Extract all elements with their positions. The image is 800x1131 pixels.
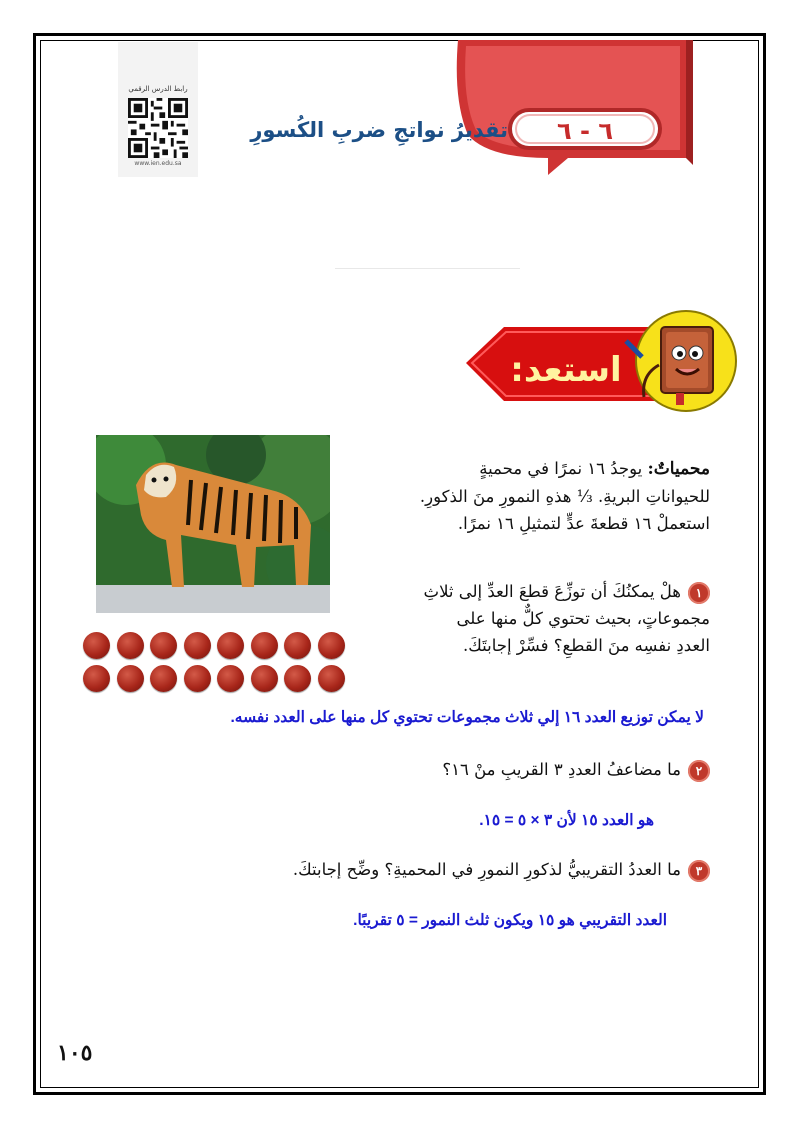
qr-url: www.ien.edu.sa (134, 160, 182, 167)
counter-chip (83, 665, 110, 692)
counter-chip (217, 632, 244, 659)
lesson-ribbon (448, 40, 693, 175)
counter-chip (184, 665, 211, 692)
counter-chip (83, 632, 110, 659)
question-2-text: ما مضاعفُ العددِ ٣ القريبِ منْ ١٦؟ (442, 760, 681, 779)
book-mascot-icon (626, 311, 736, 411)
question-1-line1: هلْ يمكنُكَ أن توزِّعَ قطعَ العدِّ إلى ثلاثِ (423, 582, 681, 601)
counters-grid (80, 630, 350, 692)
counter-chip (150, 632, 177, 659)
intro-line2: للحيواناتِ البريةِ. ⅓ هذهِ النمورِ منَ الذكورِ. (419, 487, 710, 506)
answer-3: العدد التقريبي هو ١٥ ويكون ثلث النمور = ٥ تقريبًا. (353, 912, 667, 929)
qr-code-icon[interactable] (128, 98, 188, 158)
answer-1: لا يمكن توزيع العدد ١٦ إلي ثلاث مجموعات تحتوي كل منها على العدد نفسه. (230, 709, 704, 726)
intro-paragraph (390, 455, 710, 537)
counter-chip (117, 665, 144, 692)
intro-keyword: محمياتٌ: (647, 459, 710, 479)
counter-chip (284, 665, 311, 692)
counter-chip (318, 632, 345, 659)
page-number: ١٠٥ (57, 1040, 93, 1066)
counter-chip (217, 665, 244, 692)
counter-chip (251, 632, 278, 659)
qr-title: رابط الدرس الرقمي (128, 85, 188, 93)
ready-label: استعد: (510, 350, 622, 390)
intro-line3: استعملْ ١٦ قطعةَ عدٍّ لتمثيلِ ١٦ نمرًا. (457, 514, 710, 533)
question-number-badge: ٢ (688, 760, 710, 782)
question-number-badge: ١ (688, 582, 710, 604)
question-3 (293, 856, 710, 883)
answer-2: هو العدد ١٥ لأن ٣ × ٥ = ١٥. (479, 812, 654, 829)
question-1-line2: مجموعاتٍ، بحيث تحتوي كلٌّ منها على (456, 609, 710, 628)
lesson-title: تقديرُ نواتجِ ضربِ الكُسورِ (250, 118, 508, 142)
question-3-text: ما العددُ التقريبيُّ لذكورِ النمورِ في المحميةِ؟ وضِّح إجابتكَ. (292, 860, 681, 879)
question-1 (370, 578, 710, 659)
counter-chip (184, 632, 211, 659)
question-2 (442, 756, 710, 783)
question-number-badge: ٣ (688, 860, 710, 882)
counter-chip (284, 632, 311, 659)
lesson-number: ٦ - ٦ (557, 117, 613, 145)
question-1-line3: العددِ نفسِه منَ القطعِ؟ فسِّرْ إجابتَكَ. (463, 636, 710, 655)
intro-line1: يوجدُ ١٦ نمرًا في محميةٍ (479, 459, 648, 478)
qr-card[interactable] (118, 42, 198, 177)
counter-chip (117, 632, 144, 659)
ready-banner (466, 305, 740, 421)
counter-chip (318, 665, 345, 692)
divider (335, 268, 520, 269)
counter-chip (150, 665, 177, 692)
counter-chip (251, 665, 278, 692)
tiger-photo (96, 435, 330, 613)
